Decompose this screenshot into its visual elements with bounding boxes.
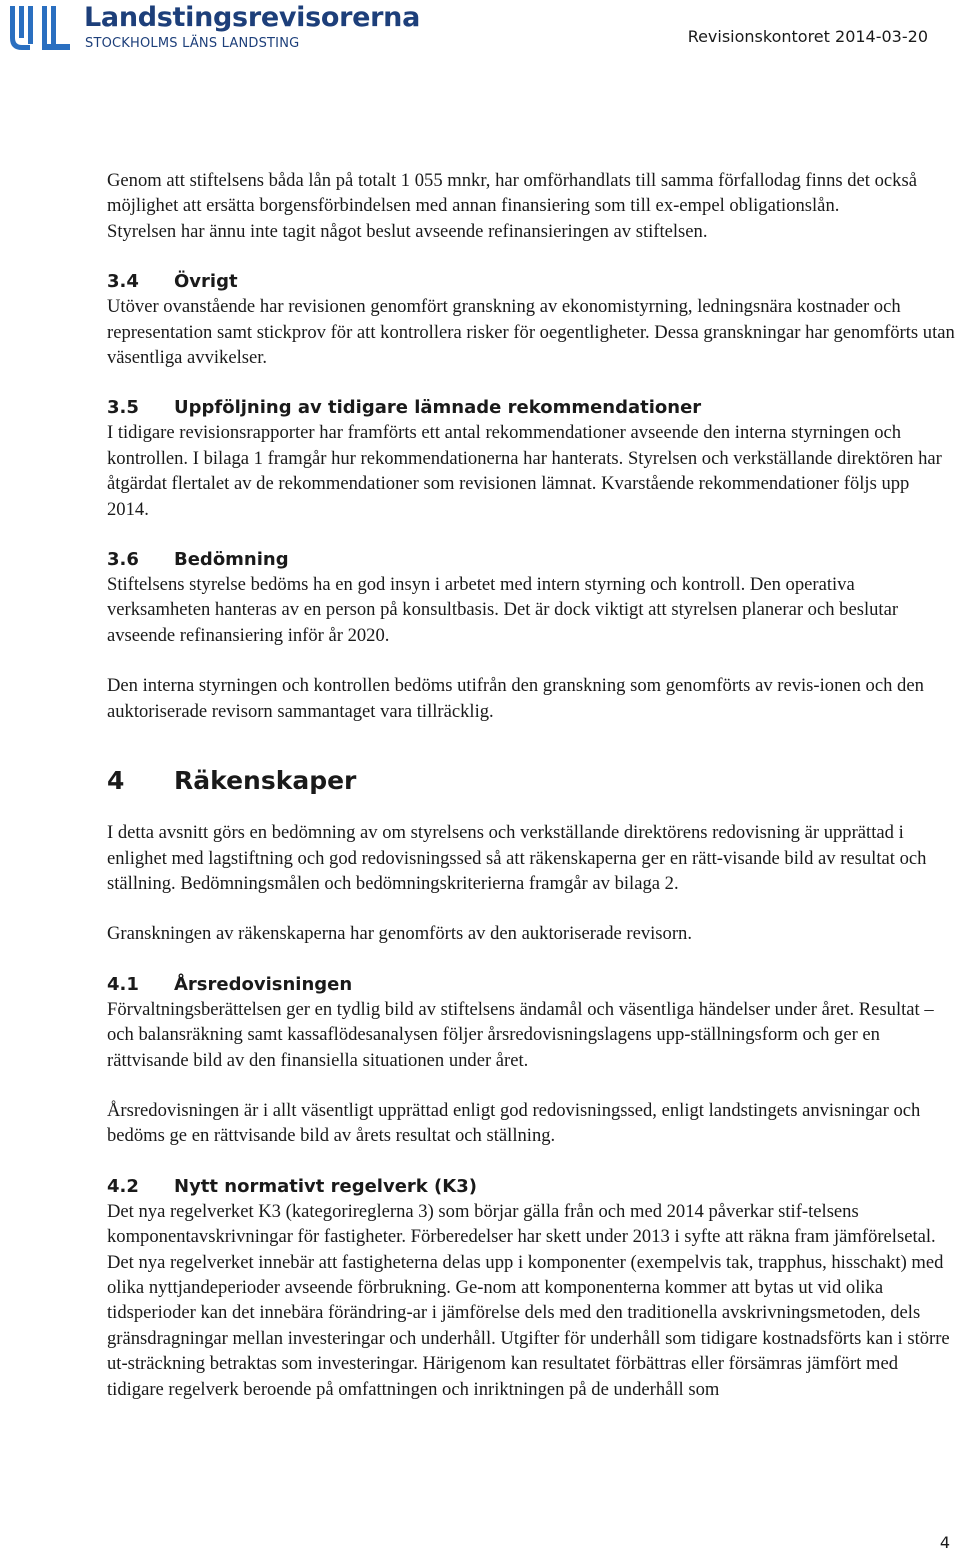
section-title: Nytt normativt regelverk (K3) xyxy=(174,1175,477,1197)
document-body xyxy=(107,168,955,1402)
section-4-heading xyxy=(107,764,955,798)
section-4-2-paragraph: Det nya regelverket K3 (kategorireglerna 3) som börjar gälla från och med 2014 påverkar stif-telsens komponentavskrivningar för fastigheter. Förberedelser har skett under 2013 i syfte att räkna fram jämförelsetal. Det nya regelverket innebär att fastigheterna delas upp i komponenter (exempelvis tak, trapphus, hisschakt) med olika nyttjandeperioder avseende förbrukning. Ge-nom att komponenterna kommer att bytas ut vid olika tidsperioder kan det innebära förändring-ar i jämförelse dels med den traditionella avskrivningsmetoden, dels gränsdragningar mellan investeringar och underhåll. Utgifter för underhåll som tidigare kostnadsförts kan i större ut-sträckning betraktas som investeringar. Härigenom kan resultatet förbättras eller försämras jämfört med tidigare regelverk beroende på omfattningen och inriktningen på de underhåll som xyxy=(107,1200,950,1400)
section-4-2-heading xyxy=(107,1174,955,1199)
section-number: 3.4 xyxy=(107,271,139,293)
organization-subtitle: STOCKHOLMS LÄNS LANDSTING xyxy=(85,36,300,51)
organization-name: Landstingsrevisorerna xyxy=(84,2,421,33)
header-date: Revisionskontoret 2014-03-20 xyxy=(687,27,928,46)
section-title: Övrigt xyxy=(174,271,238,293)
section-number: 4.1 xyxy=(107,973,139,995)
intro-paragraph-2: Styrelsen har ännu inte tagit något beslut avseende refinansieringen av stiftelsen. xyxy=(107,220,708,242)
section-3-5-paragraph: I tidigare revisionsrapporter har framförts ett antal rekommendationer avseende den interna styrningen och kontrollen. I bilaga 1 framgår hur rekommendationerna har hanterats. Styrelsen och verkställande direktören har åtgärdat flertalet av de rekommendationer som revisionen lämnat. Kvarstående rekommendationer följs upp 2014. xyxy=(107,422,942,520)
section-4-1-paragraph-2: Årsredovisningen är i allt väsentligt upprättad enligt god redovisningssed, enligt landstingets anvisningar och bedöms ge en rättvisande bild av årets resultat och ställning. xyxy=(107,1099,921,1147)
section-title: Räkenskaper xyxy=(174,766,357,796)
section-4-paragraph-1: I detta avsnitt görs en bedömning av om styrelsens och verkställande direktörens redovisning är upprättad i enlighet med lagstiftning och god redovisningssed så att räkenskaperna ger en rätt-visande bild av resultat och ställning. Bedömningsmålen och bedömningskriterierna framgår av bilaga 2. xyxy=(107,822,927,894)
page-header xyxy=(0,0,960,60)
section-4-paragraph-2: Granskningen av räkenskaperna har genomförts av den auktoriserade revisorn. xyxy=(107,923,692,945)
section-3-6-paragraph-2: Den interna styrningen och kontrollen bedöms utifrån den granskning som genomförts av revis-ionen och den auktoriserade revisorn sammantaget vara tillräcklig. xyxy=(107,675,924,722)
intro-paragraph-1: Genom att stiftelsens båda lån på totalt 1 055 mnkr, har omförhandlats till samma förfallodag finns det också möjlighet att ersätta borgensförbindelsen med annan finansiering som till ex-empel obligationslån. xyxy=(107,170,917,217)
landstingsrevisorerna-logo-icon xyxy=(8,4,72,54)
section-3-6-heading xyxy=(107,547,955,572)
section-number: 4.2 xyxy=(107,1175,139,1197)
section-title: Uppföljning av tidigare lämnade rekommendationer xyxy=(174,397,702,419)
section-title: Bedömning xyxy=(174,549,289,571)
section-number: 3.5 xyxy=(107,397,139,419)
section-3-5-heading xyxy=(107,395,955,420)
section-3-4-heading xyxy=(107,269,955,294)
page-number: 4 xyxy=(939,1533,950,1552)
section-title: Årsredovisningen xyxy=(174,973,353,995)
section-3-4-paragraph: Utöver ovanstående har revisionen genomfört granskning av ekonomistyrning, ledningsnära kostnader och representation samt stickprov för att kontrollera risker för oegentligheter. Dessa granskningar har genomförts utan väsentliga avvikelser. xyxy=(107,296,955,369)
section-number: 4 xyxy=(107,766,125,796)
section-number: 3.6 xyxy=(107,549,139,571)
section-3-6-paragraph-1: Stiftelsens styrelse bedöms ha en god insyn i arbetet med intern styrning och kontroll. Den operativa verksamheten hanteras av en person på konsultbasis. Det är dock viktigt att styrelsen planerar och beslutar avseende refinansiering inför år 2020. xyxy=(107,574,899,646)
section-4-1-heading xyxy=(107,972,955,997)
section-4-1-paragraph-1: Förvaltningsberättelsen ger en tydlig bild av stiftelsens ändamål och väsentliga händelser under året. Resultat – och balansräkning samt kassaflödesanalysen följer årsredovisningslagens upp-ställningsform och ger en rättvisande bild av den finansiella situationen under året. xyxy=(107,998,934,1071)
